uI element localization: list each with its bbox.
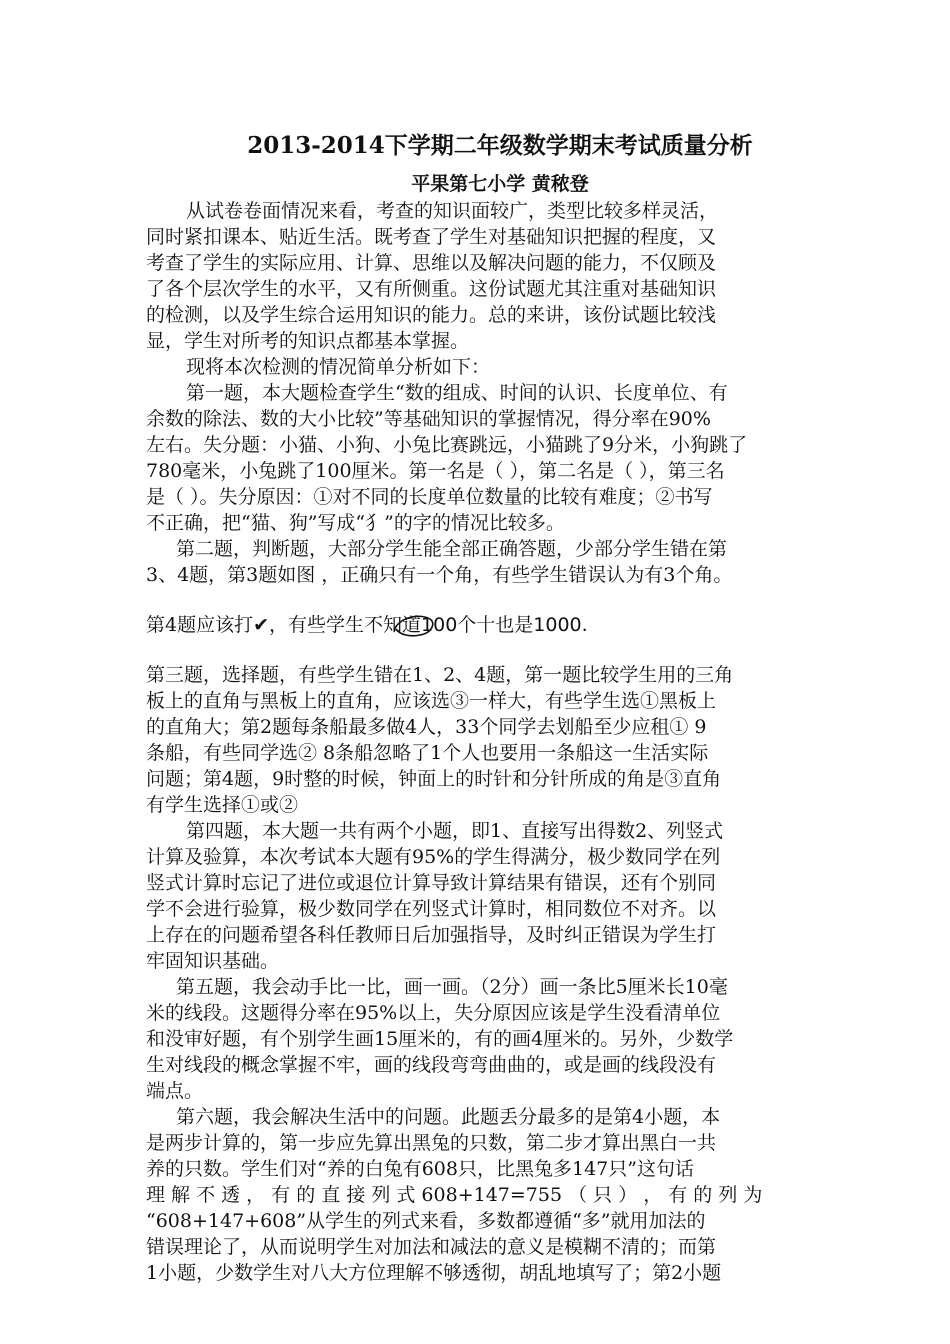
paragraph-line: 上存在的问题希望各科任教师日后加强指导，及时纠正错误为学生打 bbox=[146, 924, 717, 946]
check-mark-icon: ✔ bbox=[253, 614, 270, 636]
paragraph-line: 的直角大；第2题每条船最多做4人，33个同学去划船至少应租① 9 bbox=[146, 716, 707, 738]
scribble-circle-icon bbox=[390, 611, 438, 639]
paragraph-line: 板上的直角与黑板上的直角，应该选③一样大，有些学生选①黑板上 bbox=[146, 690, 717, 712]
document-body bbox=[146, 198, 826, 1286]
paragraph-line: 和没审好题，有个别学生画15厘米的，有的画4厘米的。另外，少数学 bbox=[146, 1028, 734, 1050]
paragraph-line: 学不会进行验算，极少数同学在列竖式计算时，相同数位不对齐。以 bbox=[146, 898, 717, 920]
paragraph-line: 问题；第4题，9时整的时候，钟面上的时针和分针所成的角是③直角 bbox=[146, 768, 722, 790]
paragraph-line: 计算及验算，本次考试本大题有95%的学生得满分，极少数同学在列 bbox=[146, 846, 721, 868]
paragraph-line: 现将本次检测的情况简单分析如下： bbox=[186, 356, 491, 378]
paragraph-line: 养的只数。学生们对“养的白兔有608只，比黑兔多147只”这句话 bbox=[146, 1158, 694, 1180]
paragraph-line: 显，学生对所考的知识点都基本掌握。 bbox=[146, 330, 470, 352]
paragraph-line-check bbox=[146, 608, 826, 642]
paragraph-line: 第四题，本大题一共有两个小题，即1、直接写出得数2、列竖式 bbox=[186, 820, 724, 842]
paragraph-line: 了各个层次学生的水平，又有所侧重。这份试题尤其注重对基础知识 bbox=[146, 278, 717, 300]
paragraph-line: 第五题，我会动手比一比，画一画。（2分）画一条比5厘米长10毫 bbox=[176, 976, 728, 998]
line-text: 100个十也是1000. bbox=[421, 614, 588, 636]
paragraph-line: 条船，有些同学选② 8条船忽略了1个人也要用一条船这一生活实际 bbox=[146, 742, 709, 764]
line-text: ，有些学生不知道 bbox=[269, 614, 422, 636]
paragraph-line: 左右。失分题：小猫、小狗、小兔比赛跳远，小猫跳了9分米，小狗跳了 bbox=[146, 434, 748, 456]
paragraph-line: 生对线段的概念掌握不牢，画的线段弯弯曲曲的，或是画的线段没有 bbox=[146, 1054, 717, 1076]
paragraph-line: 从试卷卷面情况来看，考查的知识面较广，类型比较多样灵活， bbox=[186, 200, 719, 222]
paragraph-line: 3、4题，第3题如图 ，正确只有一个角，有些学生错误认为有3个角。 bbox=[146, 564, 733, 586]
paragraph-line: 不正确，把“猫、狗”写成“犭”的字的情况比较多。 bbox=[146, 512, 565, 534]
paragraph-line: 780毫米，小兔跳了100厘米。第一名是（ ），第二名是（ ），第三名 bbox=[146, 460, 725, 482]
paragraph-line: 牢固知识基础。 bbox=[146, 950, 280, 972]
author-line: 平果第七小学 黄秾登 bbox=[411, 173, 589, 195]
paragraph-line: 1小题，少数学生对八大方位理解不够透彻，胡乱地填写了；第2小题 bbox=[146, 1262, 722, 1284]
paragraph-line: 是（ ）。失分原因：①对不同的长度单位数量的比较有难度；②书写 bbox=[146, 486, 713, 508]
paragraph-line: 第三题，选择题，有些学生错在1、2、4题，第一题比较学生用的三角 bbox=[146, 664, 734, 686]
paragraph-line: 同时紧扣课本、贴近生活。既考查了学生对基础知识把握的程度，又 bbox=[146, 226, 717, 248]
paragraph-line: 理 解 不 透 ， 有 的 直 接 列 式 608+147=755 （ 只 ） ， 有 的 列 为 bbox=[146, 1184, 763, 1206]
paragraph-line: 端点。 bbox=[146, 1080, 204, 1102]
paragraph-line: 竖式计算时忘记了进位或退位计算导致计算结果有错误，还有个别同 bbox=[146, 872, 717, 894]
paragraph-line: 有学生选择①或② bbox=[146, 794, 299, 816]
paragraph-line: “608+147+608”从学生的列式来看，多数都遵循“多”就用加法的 bbox=[146, 1210, 706, 1232]
spacer bbox=[146, 588, 826, 608]
line-text: 第4题应该打 bbox=[146, 614, 254, 636]
paragraph-line: 第六题，我会解决生活中的问题。此题丢分最多的是第4小题，本 bbox=[176, 1106, 721, 1128]
paragraph-line: 米的线段。这题得分率在95%以上，失分原因应该是学生没看清单位 bbox=[146, 1002, 721, 1024]
spacer bbox=[146, 642, 826, 662]
paragraph-line: 错误理论了，从而说明学生对加法和减法的意义是模糊不清的；而第 bbox=[146, 1236, 717, 1258]
paragraph-line: 第一题，本大题检查学生“数的组成、时间的认识、长度单位、有 bbox=[186, 382, 728, 404]
paragraph-line: 是两步计算的，第一步应先算出黑兔的只数，第二步才算出黑白一共 bbox=[146, 1132, 717, 1154]
paragraph-line: 的检测，以及学生综合运用知识的能力。总的来讲，该份试题比较浅 bbox=[146, 304, 717, 326]
paragraph-line: 考查了学生的实际应用、计算、思维以及解决问题的能力，不仅顾及 bbox=[146, 252, 717, 274]
document-title: 2013-2014下学期二年级数学期末考试质量分析 bbox=[247, 132, 753, 159]
paragraph-line: 第二题，判断题，大部分学生能全部正确答题，少部分学生错在第 bbox=[176, 538, 728, 560]
paragraph-line: 余数的除法、数的大小比较”等基础知识的掌握情况，得分率在90% bbox=[146, 408, 711, 430]
